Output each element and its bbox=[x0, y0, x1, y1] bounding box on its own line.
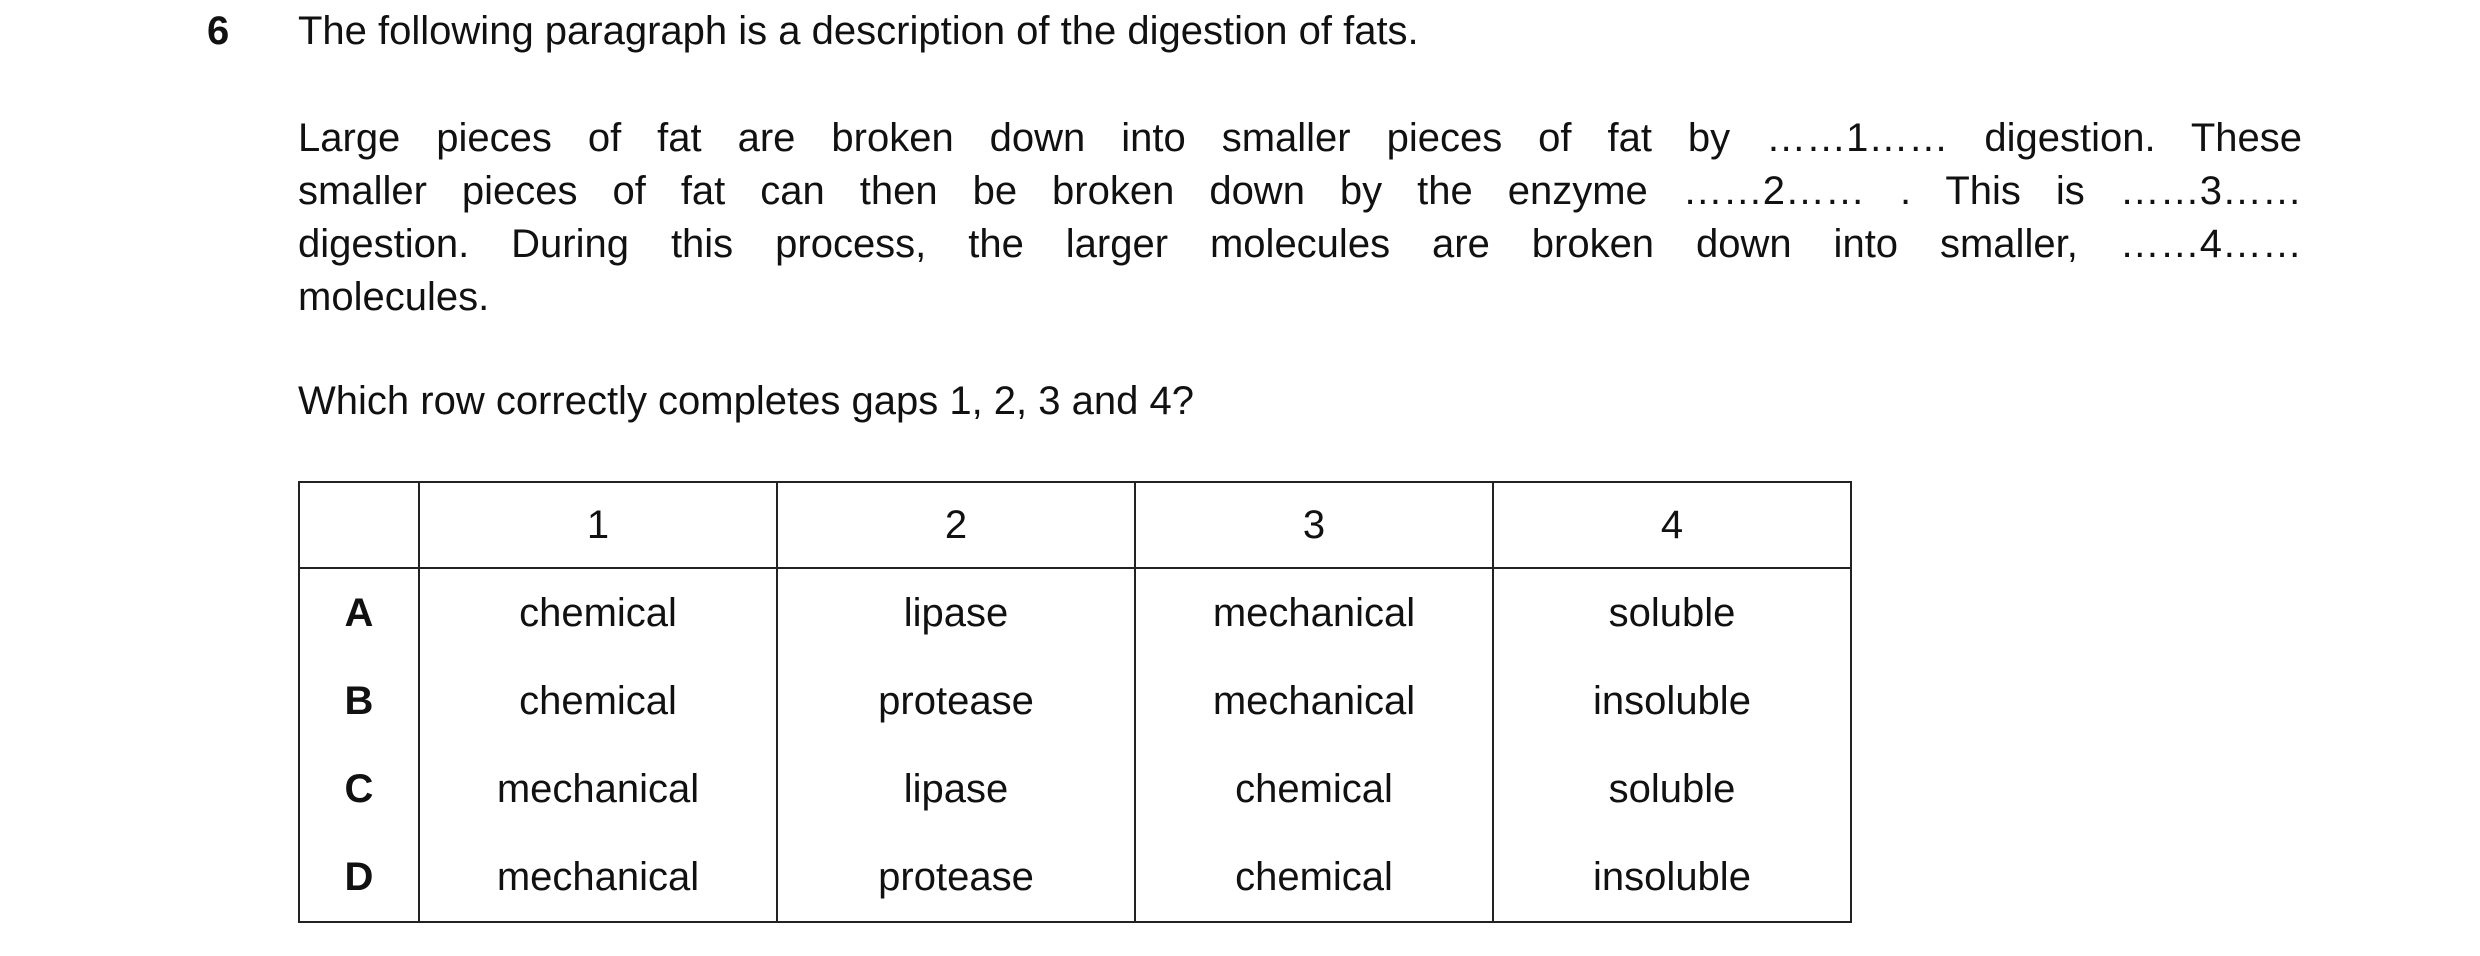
question-paragraph bbox=[298, 112, 2302, 324]
table-cell: mechanical bbox=[419, 833, 777, 922]
table-cell: insoluble bbox=[1493, 833, 1851, 922]
table-row bbox=[299, 657, 1851, 745]
row-label: A bbox=[299, 568, 419, 657]
table-cell: chemical bbox=[1135, 833, 1493, 922]
row-label: B bbox=[299, 657, 419, 745]
table-cell: soluble bbox=[1493, 745, 1851, 833]
row-label: D bbox=[299, 833, 419, 922]
table-cell: chemical bbox=[1135, 745, 1493, 833]
table-header-row bbox=[299, 482, 1851, 568]
table-row bbox=[299, 833, 1851, 922]
table-header-cell: 1 bbox=[419, 482, 777, 568]
table-cell: insoluble bbox=[1493, 657, 1851, 745]
table-cell: chemical bbox=[419, 657, 777, 745]
paragraph-line: smaller pieces of fat can then be broken down by the enzyme ……2…… . This is ……3…… bbox=[298, 169, 2302, 213]
table-row bbox=[299, 745, 1851, 833]
table-cell: soluble bbox=[1493, 568, 1851, 657]
table-header-cell bbox=[299, 482, 419, 568]
table-header-cell: 2 bbox=[777, 482, 1135, 568]
table-row bbox=[299, 568, 1851, 657]
table-cell: lipase bbox=[777, 745, 1135, 833]
table-cell: mechanical bbox=[1135, 657, 1493, 745]
question-number: 6 bbox=[207, 9, 230, 53]
question-intro: The following paragraph is a description of the digestion of fats. bbox=[298, 9, 1419, 53]
table-cell: mechanical bbox=[1135, 568, 1493, 657]
table-cell: lipase bbox=[777, 568, 1135, 657]
table-header-cell: 4 bbox=[1493, 482, 1851, 568]
paragraph-line: digestion. During this process, the larger molecules are broken down into smaller, ……4…… bbox=[298, 222, 2302, 266]
table-cell: protease bbox=[777, 833, 1135, 922]
question-prompt: Which row correctly completes gaps 1, 2, 3 and 4? bbox=[298, 379, 1194, 423]
answer-table bbox=[298, 481, 1852, 923]
table-cell: protease bbox=[777, 657, 1135, 745]
paragraph-line: Large pieces of fat are broken down into smaller pieces of fat by ……1…… digestion. These bbox=[298, 116, 2302, 160]
table-cell: mechanical bbox=[419, 745, 777, 833]
table-header-cell: 3 bbox=[1135, 482, 1493, 568]
table-cell: chemical bbox=[419, 568, 777, 657]
paragraph-line: molecules. bbox=[298, 275, 490, 319]
row-label: C bbox=[299, 745, 419, 833]
